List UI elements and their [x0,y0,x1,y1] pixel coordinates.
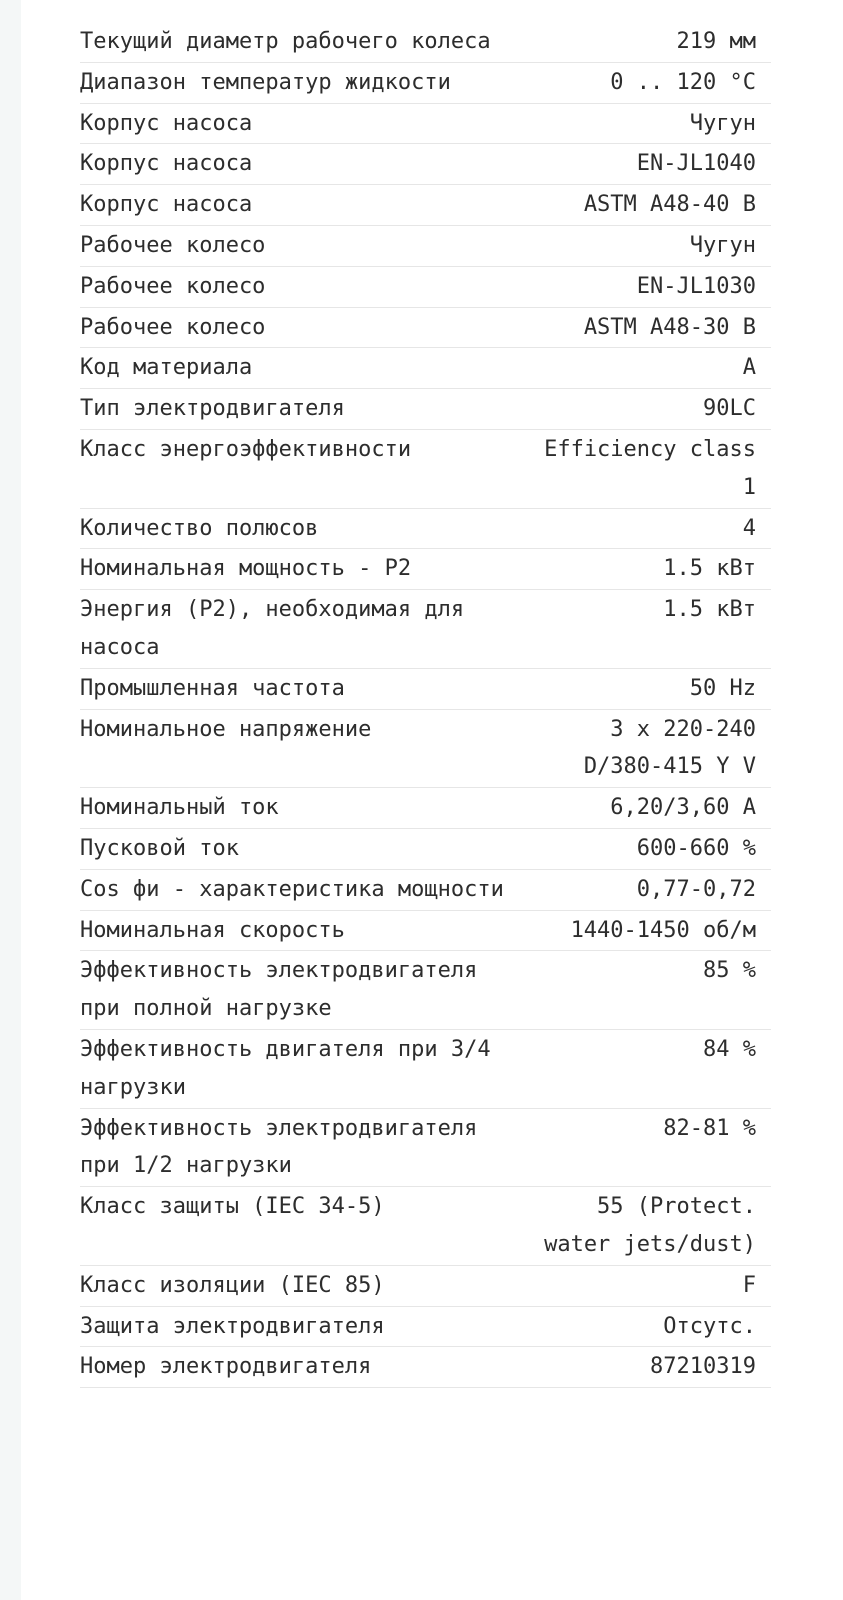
spec-value: Отсутс. [663,1313,756,1339]
spec-value: ASTM A48-30 B [583,314,756,340]
spec-value: 0 .. 120 °C [610,69,756,95]
spec-value: F [742,1272,756,1298]
spec-row [80,548,771,589]
spec-label: Номер электродвигателя [80,1354,372,1380]
spec-label: Диапазон температур жидкости [80,69,451,95]
spec-label: Корпус насоса [80,192,253,218]
spec-row [80,388,771,429]
spec-label: Пусковой ток [80,835,239,861]
spec-value: A [742,355,756,381]
spec-label: Класс энергоэффективности [80,436,412,462]
spec-row [80,910,771,951]
spec-value: Чугун [689,232,756,258]
spec-row [80,225,771,266]
spec-value: 6,20/3,60 A [610,795,756,821]
spec-row [80,1346,771,1387]
spec-label: Эффективность двигателя при 3/4 нагрузки [80,1036,491,1100]
spec-label: Энергия (P2), необходимая для насоса [80,597,465,660]
spec-label: Количество полюсов [80,515,319,541]
spec-row [80,347,771,388]
spec-value: 1.5 кВт [663,556,756,582]
spec-row [80,1186,771,1265]
spec-label: Код материала [80,355,253,381]
spec-row [80,828,771,869]
spec-label: Эффективность электродвигателя при 1/2 нагрузки [80,1115,478,1179]
spec-value: 1.5 кВт [663,597,756,623]
spec-value: 82-81 % [663,1115,756,1141]
spec-row [80,1108,771,1187]
spec-value: 90LC [703,396,756,422]
spec-label: Корпус насоса [80,110,253,136]
spec-row [80,22,771,62]
spec-label: Корпус насоса [80,151,253,177]
spec-value: 85 % [703,958,756,984]
spec-row [80,184,771,225]
spec-value: 87210319 [650,1354,756,1380]
spec-value: 1440-1450 об/м [570,917,756,943]
spec-label: Класс изоляции (IEC 85) [80,1272,385,1298]
left-edge-strip [0,0,21,1600]
spec-value: 3 x 220-240 D/380-415 Y V [583,716,756,780]
spec-label: Номинальная мощность - P2 [80,556,412,582]
spec-row [80,668,771,709]
spec-row [80,709,771,788]
spec-row [80,589,771,668]
spec-value: EN-JL1040 [636,151,756,177]
spec-row [80,1265,771,1306]
spec-row [80,1306,771,1347]
spec-label: Номинальная скорость [80,917,345,943]
spec-label: Эффективность электродвигателя при полной нагрузке [80,958,478,1022]
spec-value: 219 мм [676,29,756,54]
spec-value: 4 [742,515,756,541]
spec-row [80,307,771,348]
spec-value: 0,77-0,72 [636,876,756,902]
spec-table [80,22,771,1388]
spec-row [80,1029,771,1108]
spec-value: Чугун [689,110,756,136]
spec-row [80,266,771,307]
spec-value: EN-JL1030 [636,273,756,299]
spec-value: 84 % [703,1036,756,1062]
spec-value: 55 (Protect. water jets/dust) [544,1194,756,1257]
spec-value: 50 Hz [689,675,756,701]
spec-label: Промышленная частота [80,675,345,701]
spec-label: Номинальное напряжение [80,716,372,742]
spec-label: Класс защиты (IEC 34-5) [80,1194,385,1220]
spec-value: ASTM A48-40 B [583,192,756,218]
spec-value: Efficiency class 1 [544,436,756,500]
spec-value: 600-660 % [636,835,756,861]
spec-row [80,508,771,549]
spec-row [80,143,771,184]
spec-row [80,103,771,144]
spec-label: Защита электродвигателя [80,1313,385,1339]
spec-label: Cos фи - характеристика мощности [80,876,504,902]
spec-label: Рабочее колесо [80,232,266,258]
spec-row [80,869,771,910]
spec-row [80,429,771,508]
spec-row [80,950,771,1029]
spec-label: Номинальный ток [80,795,279,821]
spec-row [80,62,771,103]
spec-label: Рабочее колесо [80,314,266,340]
spec-label: Текущий диаметр рабочего колеса [80,29,491,54]
spec-label: Тип электродвигателя [80,396,345,422]
spec-label: Рабочее колесо [80,273,266,299]
spec-row [80,787,771,828]
